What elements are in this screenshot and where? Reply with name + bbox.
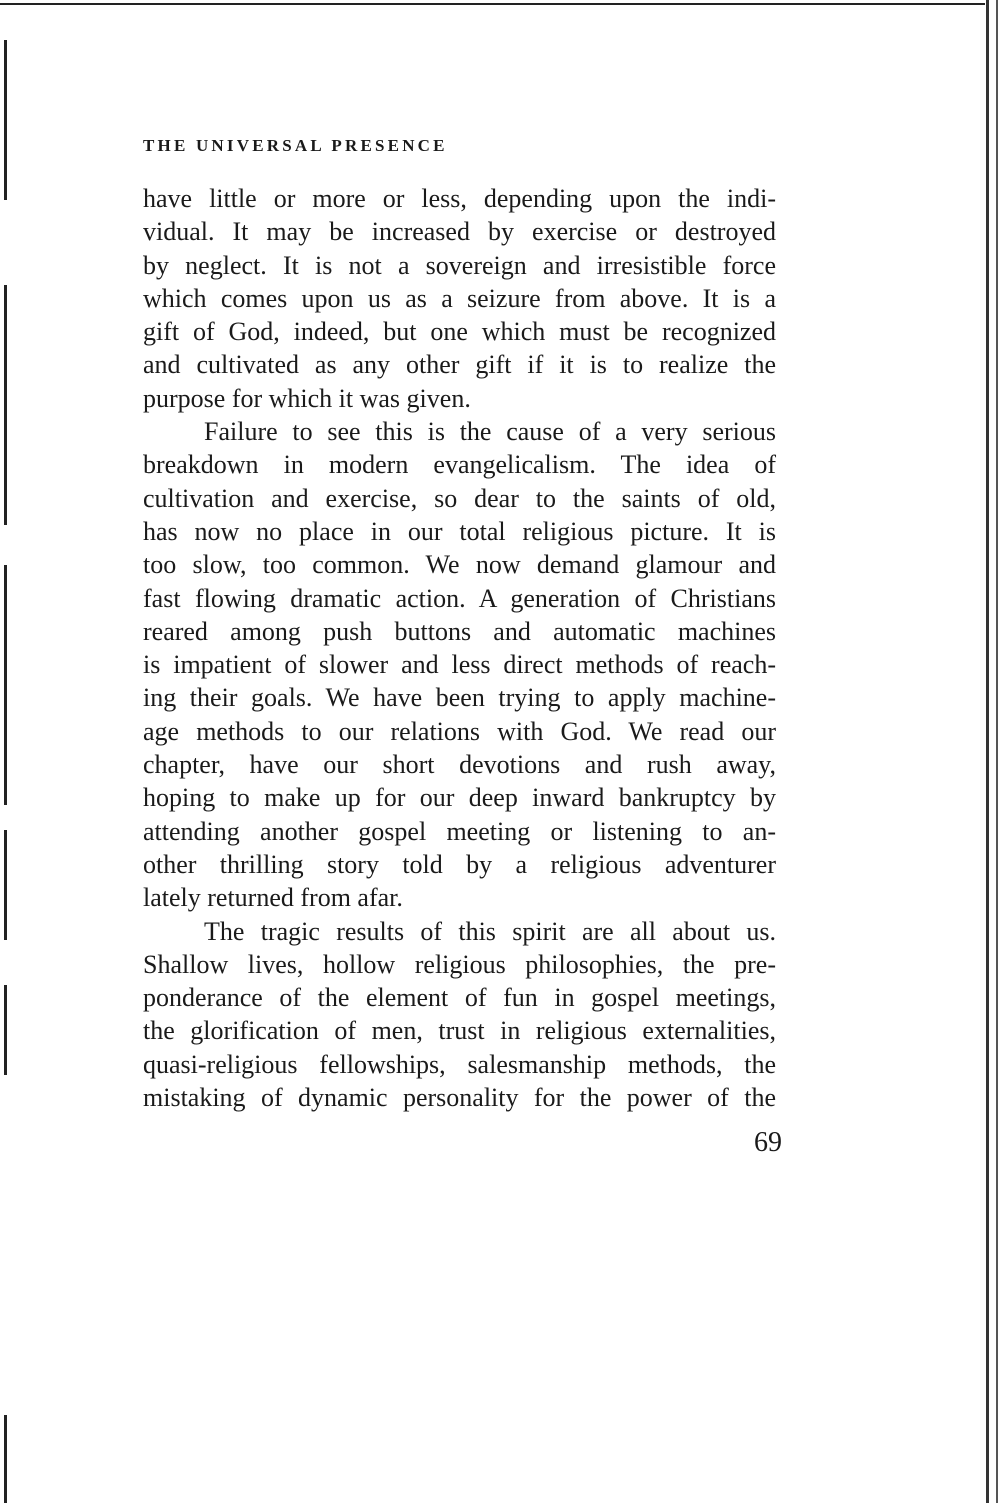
text-line: other thrilling story told by a religious adventurer (143, 849, 776, 879)
text-line: chapter, have our short devotions and rush away, (143, 750, 776, 780)
text-line: by neglect. It is not a sovereign and irresistible force (143, 250, 776, 280)
text-line: hoping to make up for our deep inward bankruptcy by (143, 783, 776, 813)
text-line: fast flowing dramatic action. A generation of Christians (143, 583, 776, 613)
text-line: reared among push buttons and automatic machines (143, 616, 776, 646)
text-line: the glorification of men, trust in religious externalities, (143, 1016, 776, 1046)
text-line: attending another gospel meeting or listening to an- (143, 816, 776, 846)
page-number: 69 (754, 1127, 782, 1158)
text-line: too slow, too common. We now demand glamour and (143, 550, 776, 580)
scan-border-right (996, 0, 998, 1503)
scan-border-left (4, 830, 7, 940)
text-line: Shallow lives, hollow religious philosophies, the pre- (143, 949, 776, 979)
text-line: cultivation and exercise, so dear to the saints of old, (143, 483, 776, 513)
text-line: age methods to our relations with God. We read our (143, 716, 776, 746)
text-line: lately returned from afar. (143, 883, 403, 913)
body-text (143, 182, 776, 1114)
scan-border-left (4, 985, 7, 1075)
scan-border-left (4, 565, 7, 805)
text-line: The tragic results of this spirit are all about us. (204, 916, 776, 946)
text-line: Failure to see this is the cause of a very serious (204, 417, 776, 447)
scan-border-right (986, 0, 989, 1503)
text-line: is impatient of slower and less direct methods of reach- (143, 650, 776, 680)
text-line: which comes upon us as a seizure from above. It is a (143, 283, 776, 313)
running-head: THE UNIVERSAL PRESENCE (143, 136, 448, 155)
text-line: and cultivated as any other gift if it is to realize the (143, 350, 776, 380)
text-line: has now no place in our total religious picture. It is (143, 516, 776, 546)
text-line: purpose for which it was given. (143, 383, 471, 413)
text-line: gift of God, indeed, but one which must be recognized (143, 317, 776, 347)
scan-border-left (4, 40, 7, 200)
text-line: mistaking of dynamic personality for the power of the (143, 1083, 776, 1113)
text-line: vidual. It may be increased by exercise or destroyed (143, 217, 776, 247)
text-line: ponderance of the element of fun in gospel meetings, (143, 983, 776, 1013)
scan-border-left (4, 1415, 7, 1503)
text-line: ing their goals. We have been trying to apply machine- (143, 683, 776, 713)
text-line: breakdown in modern evangelicalism. The idea of (143, 450, 776, 480)
text-line: quasi-religious fellowships, salesmanship methods, the (143, 1049, 776, 1079)
scan-border-left (4, 285, 7, 525)
text-line: have little or more or less, depending upon the indi- (143, 184, 776, 213)
scan-border-top (0, 3, 985, 5)
